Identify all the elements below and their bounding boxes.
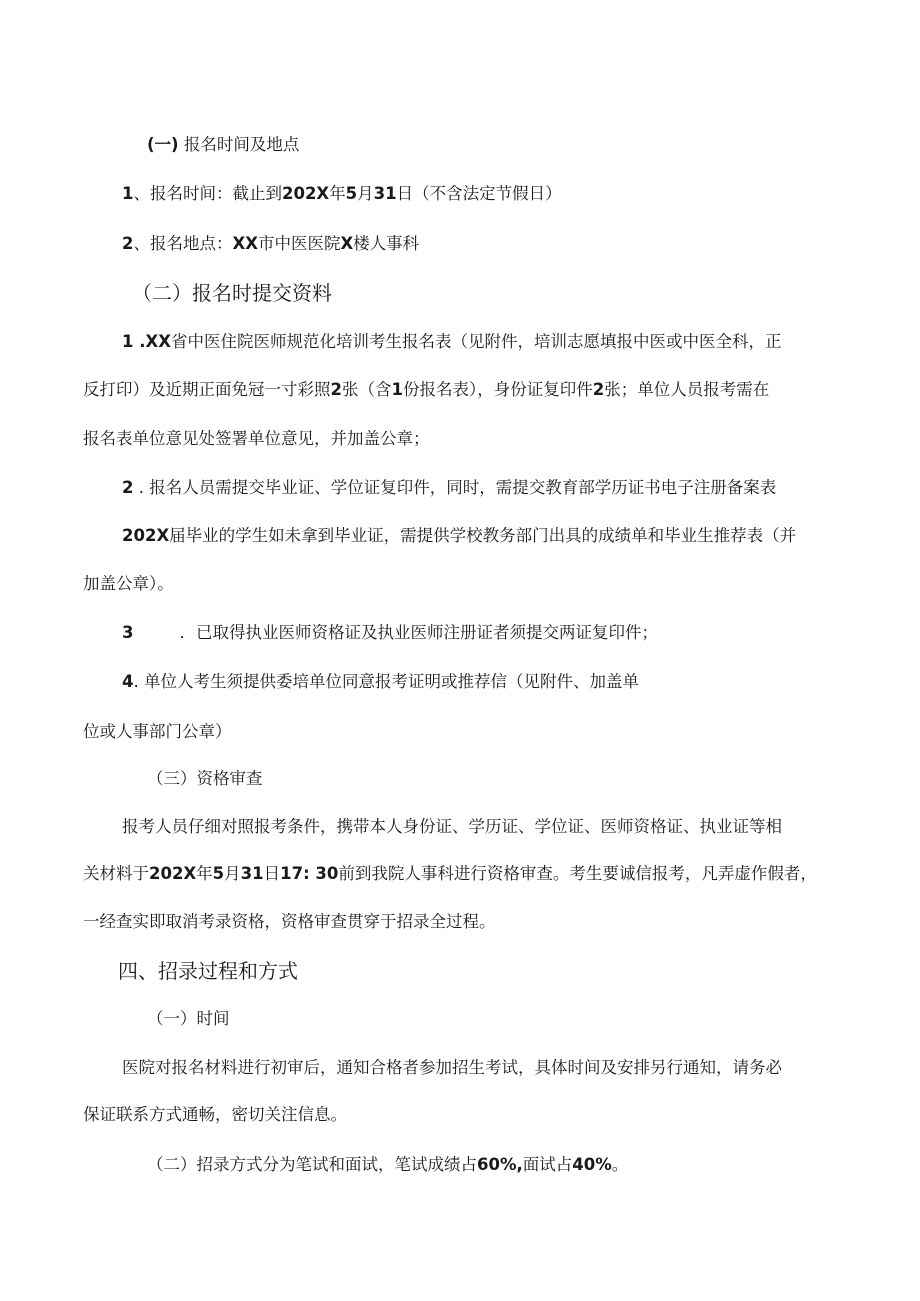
section-heading-materials: （二）报名时提交资料 [132, 281, 332, 305]
registration-time-line: 1、报名时间：截止到202X年5月31日（不含法定节假日） [122, 184, 562, 203]
review-line2: 关材料于202X年5月31日17: 30前到我院人事科进行资格审查。考生要诚信报考，凡弄虚作假者， [83, 864, 817, 883]
section-heading-qualification-review: （三）资格审查 [147, 769, 263, 788]
section-heading-registration-time-place: (一) 报名时间及地点 [147, 135, 300, 154]
item2-line3: 加盖公章）。 [83, 574, 174, 593]
subsection-heading-time: （一）时间 [147, 1009, 230, 1028]
notice-line1: 医院对报名材料进行初审后，通知合格者参加招生考试，具体时间及安排另行通知，请务必 [122, 1058, 782, 1077]
item1-line3: 报名表单位意见处签署单位意见，并加盖公章； [83, 429, 430, 448]
item2-line1: 2 . 报名人员需提交毕业证、学位证复印件，同时，需提交教育部学历证书电子注册备案表 [122, 478, 777, 497]
item4-line1: 4. 单位人考生须提供委培单位同意报考证明或推荐信（见附件、加盖单 [122, 672, 639, 691]
section-heading-admission-process: 四、招录过程和方式 [118, 959, 298, 983]
notice-line2: 保证联系方式通畅，密切关注信息。 [83, 1105, 347, 1124]
admission-method-line: （二）招录方式分为笔试和面试，笔试成绩占60%,面试占40%。 [147, 1155, 629, 1174]
review-line1: 报考人员仔细对照报考条件，携带本人身份证、学历证、学位证、医师资格证、执业证等相 [122, 817, 782, 836]
item4-line2: 位或人事部门公章） [83, 722, 232, 741]
item1-line2: 反打印）及近期正面免冠一寸彩照2张（含1份报名表），身份证复印件2张；单位人员报考需在 [83, 380, 770, 399]
item3-line: 3 ．已取得执业医师资格证及执业医师注册证者须提交两证复印件； [122, 623, 658, 642]
item2-line2: 202X届毕业的学生如未拿到毕业证，需提供学校教务部门出具的成绩单和毕业生推荐表（并 [122, 526, 797, 545]
registration-place-line: 2、报名地点：XX市中医医院X楼人事科 [122, 234, 420, 253]
review-line3: 一经查实即取消考录资格，资格审查贯穿于招录全过程。 [83, 912, 496, 931]
item1-line1: 1 .XX省中医住院医师规范化培训考生报名表（见附件，培训志愿填报中医或中医全科，正 [122, 332, 782, 351]
